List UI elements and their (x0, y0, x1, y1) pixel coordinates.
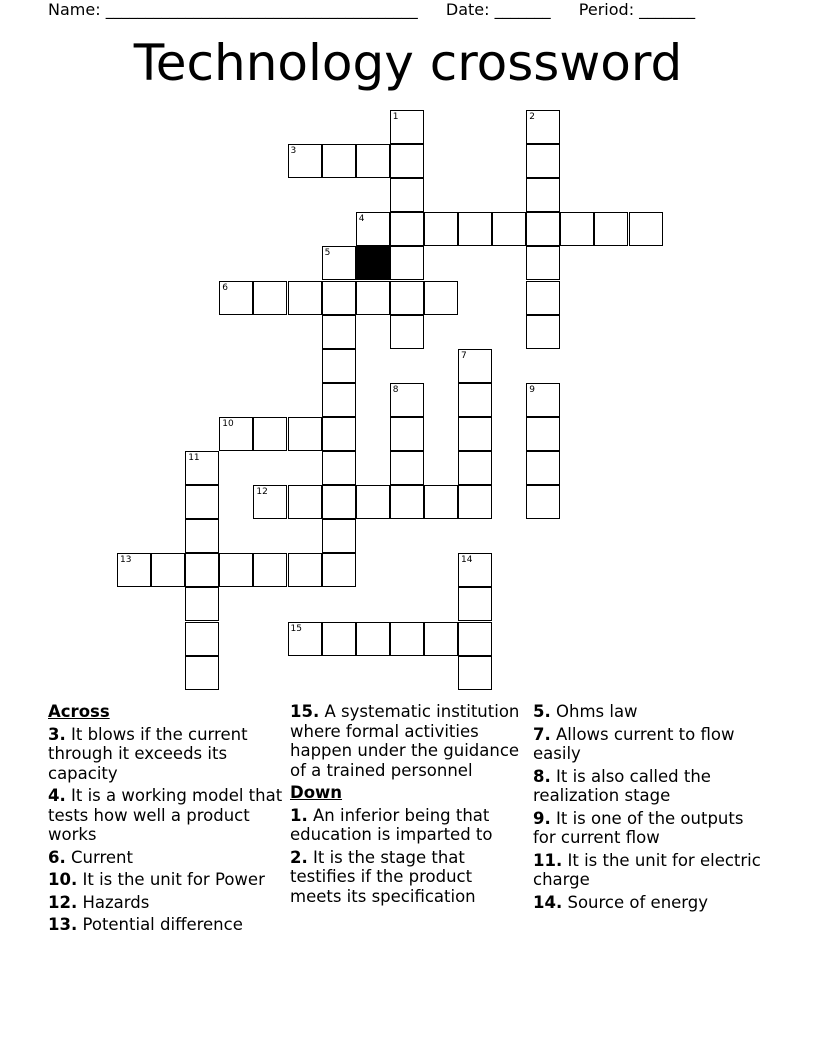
grid-cell[interactable] (424, 281, 458, 315)
grid-cell[interactable] (390, 212, 424, 246)
grid-cell[interactable] (185, 622, 219, 656)
clue-down-2: 2. It is the stage that testifies if the product meets its specification (290, 847, 476, 906)
clue-number: 4 (358, 214, 365, 225)
grid-cell[interactable] (117, 553, 151, 587)
grid-cell[interactable] (458, 212, 492, 246)
across-heading: Across (48, 702, 110, 721)
grid-cell[interactable] (322, 383, 356, 417)
grid-cell[interactable] (390, 178, 424, 212)
grid-cell[interactable] (629, 212, 663, 246)
clue-down-7: 7. Allows current to flow easily (533, 724, 735, 763)
grid-cell[interactable] (288, 144, 322, 178)
grid-cell[interactable] (458, 553, 492, 587)
clue-number: 5 (324, 248, 331, 259)
grid-cell[interactable] (356, 212, 390, 246)
grid-cell[interactable] (288, 485, 322, 519)
grid-cell[interactable] (458, 383, 492, 417)
grid-cell[interactable] (322, 622, 356, 656)
clues-column-1 (48, 702, 283, 938)
clue-across-15: 15. A systematic institution where formal activities happen under the guidance of a trained personnel (290, 702, 520, 780)
grid-cell[interactable] (356, 485, 390, 519)
clue-down-11: 11. It is the unit for electric charge (533, 850, 761, 889)
grid-cell[interactable] (253, 417, 287, 451)
grid-cell[interactable] (322, 485, 356, 519)
grid-cell[interactable] (526, 246, 560, 280)
clue-down-5: 5. Ohms law (533, 702, 638, 721)
grid-cell[interactable] (288, 281, 322, 315)
grid-cell[interactable] (526, 417, 560, 451)
down-heading: Down (290, 783, 343, 802)
grid-cell[interactable] (288, 622, 322, 656)
date-label: Date: (445, 0, 490, 19)
grid-cell[interactable] (253, 281, 287, 315)
grid-cell[interactable] (526, 315, 560, 349)
grid-cell[interactable] (151, 553, 185, 587)
clue-down-14: 14. Source of energy (533, 892, 709, 912)
clue-number: 13 (120, 555, 132, 566)
grid-cell[interactable] (185, 451, 219, 485)
grid-cell[interactable] (458, 485, 492, 519)
grid-cell[interactable] (288, 553, 322, 587)
clue-across-13: 13. Potential difference (48, 915, 243, 934)
grid-cell[interactable] (356, 622, 390, 656)
grid-cell[interactable] (526, 383, 560, 417)
black-square (356, 246, 390, 280)
period-label: Period: (578, 0, 635, 19)
grid-cell[interactable] (219, 417, 253, 451)
clue-across-12: 12. Hazards (48, 892, 150, 912)
grid-cell[interactable] (322, 417, 356, 451)
grid-cell[interactable] (458, 417, 492, 451)
grid-cell[interactable] (526, 110, 560, 144)
clue-number: 9 (529, 384, 535, 395)
grid-cell[interactable] (458, 587, 492, 621)
grid-cell[interactable] (322, 519, 356, 553)
grid-cell[interactable] (458, 656, 492, 690)
grid-cell[interactable] (526, 281, 560, 315)
clue-across-4: 4. It is a working model that tests how well a product works (48, 786, 283, 844)
grid-cell[interactable] (390, 383, 424, 417)
grid-cell[interactable] (526, 485, 560, 519)
page-title: Technology crossword (133, 34, 683, 92)
grid-cell[interactable] (185, 656, 219, 690)
clue-number: 3 (290, 146, 297, 157)
grid-cell[interactable] (526, 212, 560, 246)
grid-cell[interactable] (390, 246, 424, 280)
clue-across-6: 6. Current (48, 847, 133, 867)
clue-number: 8 (392, 384, 399, 395)
clue-number: 11 (188, 453, 200, 463)
grid-cell[interactable] (322, 144, 356, 178)
grid-cell[interactable] (390, 485, 424, 519)
period-blank[interactable]: _______ (639, 0, 696, 19)
grid-cell[interactable] (356, 281, 390, 315)
clue-number: 14 (461, 555, 473, 566)
grid-cell[interactable] (492, 212, 526, 246)
grid-cell[interactable] (390, 315, 424, 349)
date-blank[interactable]: _______ (494, 0, 551, 19)
grid-cell[interactable] (390, 110, 424, 144)
grid-cell[interactable] (560, 212, 594, 246)
grid-cell[interactable] (594, 212, 628, 246)
clues-column-3 (533, 702, 768, 915)
name-blank[interactable]: _______________________________________ (105, 0, 418, 19)
clue-down-8: 8. It is also called the realization stage (533, 766, 711, 805)
clue-down-1: 1. An inferior being that education is imparted to (290, 805, 493, 844)
grid-cell[interactable] (253, 553, 287, 587)
grid-cell[interactable] (322, 315, 356, 349)
grid-cell[interactable] (322, 246, 356, 280)
grid-cell[interactable] (424, 622, 458, 656)
grid-cell[interactable] (322, 281, 356, 315)
grid-cell[interactable] (288, 417, 322, 451)
grid-cell[interactable] (458, 451, 492, 485)
clue-number: 1 (392, 112, 399, 122)
clue-down-9: 9. It is one of the outputs for current flow (533, 808, 744, 847)
grid-cell[interactable] (424, 212, 458, 246)
clue-number: 15 (290, 623, 302, 634)
grid-cell[interactable] (219, 553, 253, 587)
clue-across-3: 3. It blows if the current through it exceeds its capacity (48, 724, 248, 783)
grid-cell[interactable] (526, 144, 560, 178)
grid-cell[interactable] (219, 281, 253, 315)
grid-cell[interactable] (322, 349, 356, 383)
grid-cell[interactable] (390, 451, 424, 485)
grid-cell[interactable] (458, 622, 492, 656)
grid-cell[interactable] (390, 622, 424, 656)
grid-cell[interactable] (458, 349, 492, 383)
clue-number: 10 (222, 418, 234, 429)
grid-cell[interactable] (424, 485, 458, 519)
grid-cell[interactable] (356, 144, 390, 178)
grid-cell[interactable] (322, 451, 356, 485)
grid-cell[interactable] (185, 587, 219, 621)
clue-across-10: 10. It is the unit for Power (48, 870, 265, 889)
grid-cell[interactable] (390, 281, 424, 315)
clues-column-2 (290, 702, 525, 909)
grid-cell[interactable] (185, 519, 219, 553)
name-label: Name: (48, 0, 101, 19)
grid-cell[interactable] (185, 553, 219, 587)
grid-cell[interactable] (390, 144, 424, 178)
grid-cell[interactable] (253, 485, 287, 519)
clue-number: 7 (461, 350, 467, 361)
clue-number: 12 (256, 487, 268, 498)
clue-number: 6 (222, 282, 229, 293)
grid-cell[interactable] (322, 553, 356, 587)
grid-cell[interactable] (526, 178, 560, 212)
grid-cell[interactable] (390, 417, 424, 451)
grid-cell[interactable] (185, 485, 219, 519)
clue-number: 2 (529, 112, 535, 122)
grid-cell[interactable] (526, 451, 560, 485)
